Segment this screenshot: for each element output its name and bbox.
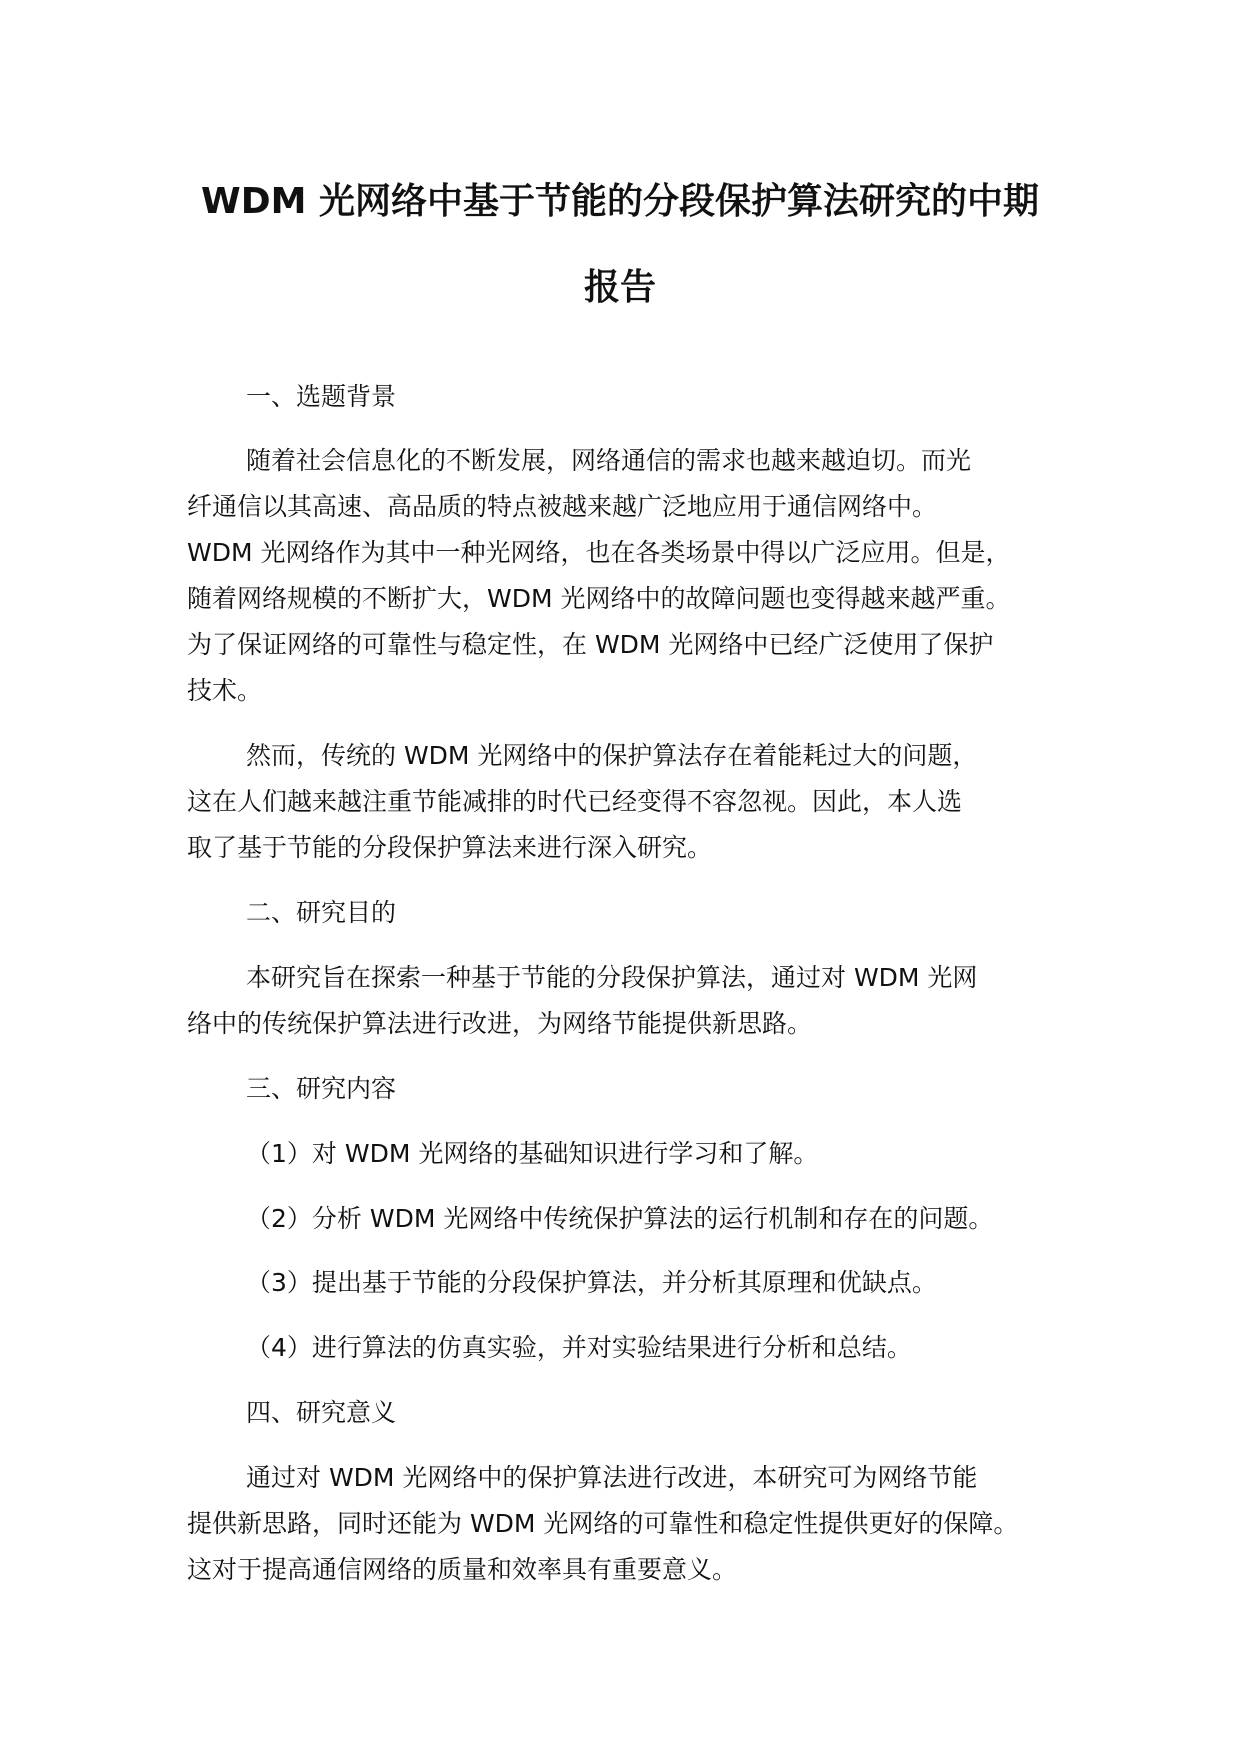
paragraph-line: 这对于提高通信网络的质量和效率具有重要意义。: [187, 1555, 738, 1584]
paragraph-line: 为了保证网络的可靠性与稳定性，在 WDM 光网络中已经广泛使用了保护: [187, 630, 994, 659]
paragraph-line: 通过对 WDM 光网络中的保护算法进行改进，本研究可为网络节能: [246, 1463, 978, 1492]
section-heading-content: 三、研究内容: [246, 1074, 397, 1103]
section-heading-background: 一、选题背景: [246, 382, 397, 411]
section-heading-significance: 四、研究意义: [246, 1398, 397, 1427]
paragraph-line: 取了基于节能的分段保护算法来进行深入研究。: [187, 833, 713, 862]
list-item: （2）分析 WDM 光网络中传统保护算法的运行机制和存在的问题。: [246, 1204, 994, 1233]
paragraph-line: 这在人们越来越注重节能减排的时代已经变得不容忽视。因此，本人选: [187, 787, 963, 816]
paragraph-line: 技术。: [187, 676, 263, 705]
paragraph-line: 络中的传统保护算法进行改进，为网络节能提供新思路。: [187, 1009, 813, 1038]
paragraph-line: 纤通信以其高速、高品质的特点被越来越广泛地应用于通信网络中。: [187, 492, 938, 521]
document-title-line-1: WDM 光网络中基于节能的分段保护算法研究的中期: [201, 181, 1039, 222]
paragraph-line: 随着网络规模的不断扩大，WDM 光网络中的故障问题也变得越来越严重。: [187, 584, 1011, 613]
paragraph-line: WDM 光网络作为其中一种光网络，也在各类场景中得以广泛应用。但是，: [187, 538, 1011, 567]
paragraph-line: 提供新思路，同时还能为 WDM 光网络的可靠性和稳定性提供更好的保障。: [187, 1509, 1019, 1538]
list-item: （3）提出基于节能的分段保护算法，并分析其原理和优缺点。: [246, 1268, 937, 1297]
paragraph-line: 本研究旨在探索一种基于节能的分段保护算法，通过对 WDM 光网: [246, 963, 978, 992]
section-heading-purpose: 二、研究目的: [246, 898, 397, 927]
paragraph-line: 然而，传统的 WDM 光网络中的保护算法存在着能耗过大的问题，: [246, 741, 978, 770]
paragraph-line: 随着社会信息化的不断发展，网络通信的需求也越来越迫切。而光: [246, 446, 972, 475]
list-item: （1）对 WDM 光网络的基础知识进行学习和了解。: [246, 1139, 819, 1168]
list-item: （4）进行算法的仿真实验，并对实验结果进行分析和总结。: [246, 1333, 912, 1362]
document-title-line-2: 报告: [583, 267, 656, 308]
